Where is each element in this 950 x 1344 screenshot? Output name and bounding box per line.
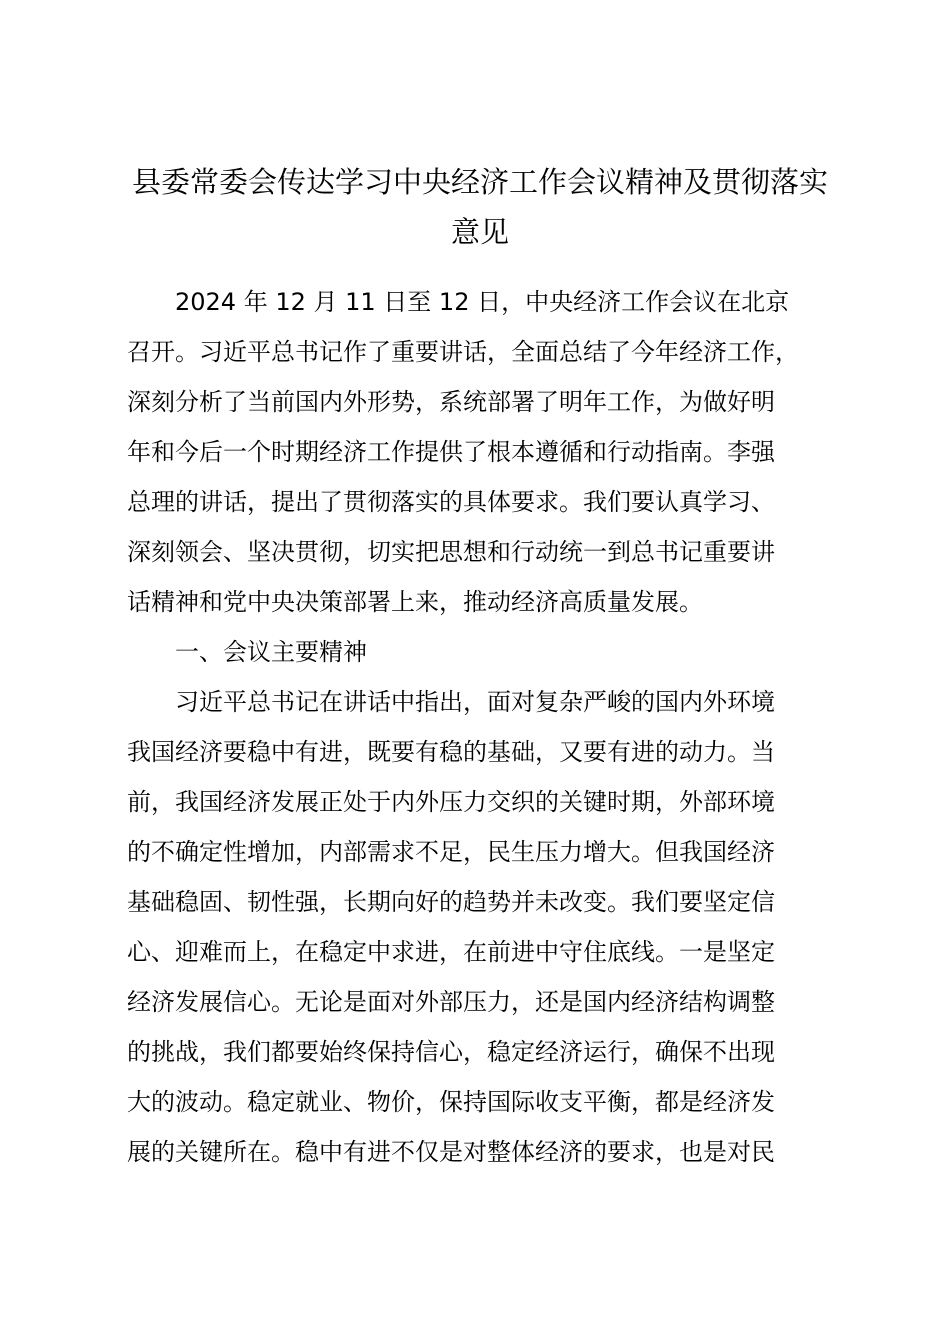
body-line: 展的关键所在。稳中有进不仅是对整体经济的要求，也是对民 bbox=[127, 1138, 775, 1166]
body-line: 深刻分析了当前国内外形势，系统部署了明年工作，为做好明 bbox=[127, 388, 775, 416]
body-line: 的挑战，我们都要始终保持信心，稳定经济运行，确保不出现 bbox=[127, 1038, 775, 1066]
section-heading: 一、会议主要精神 bbox=[175, 638, 367, 666]
document-title-line-2: 意见 bbox=[450, 215, 509, 249]
body-line: 我国经济要稳中有进，既要有稳的基础，又要有进的动力。当 bbox=[127, 738, 775, 766]
body-line: 基础稳固、韧性强，长期向好的趋势并未改变。我们要坚定信 bbox=[127, 888, 775, 916]
body-line: 2024 年 12 月 11 日至 12 日，中央经济工作会议在北京 bbox=[175, 288, 790, 316]
body-line: 心、迎难而上，在稳定中求进，在前进中守住底线。一是坚定 bbox=[127, 938, 775, 966]
body-line: 经济发展信心。无论是面对外部压力，还是国内经济结构调整 bbox=[127, 988, 775, 1016]
body-line: 召开。习近平总书记作了重要讲话，全面总结了今年经济工作， bbox=[127, 338, 799, 366]
body-line: 总理的讲话，提出了贯彻落实的具体要求。我们要认真学习、 bbox=[127, 488, 775, 516]
body-line: 前，我国经济发展正处于内外压力交织的关键时期，外部环境 bbox=[127, 788, 775, 816]
body-line: 话精神和党中央决策部署上来，推动经济高质量发展。 bbox=[127, 588, 703, 616]
document-title-line-1: 县委常委会传达学习中央经济工作会议精神及贯彻落实 bbox=[131, 165, 828, 199]
body-line: 深刻领会、坚决贯彻，切实把思想和行动统一到总书记重要讲 bbox=[127, 538, 775, 566]
document-body bbox=[127, 277, 847, 1177]
body-line: 的不确定性增加，内部需求不足，民生压力增大。但我国经济 bbox=[127, 838, 775, 866]
body-line: 年和今后一个时期经济工作提供了根本遵循和行动指南。李强 bbox=[127, 438, 775, 466]
body-line: 大的波动。稳定就业、物价，保持国际收支平衡，都是经济发 bbox=[127, 1088, 775, 1116]
body-line: 习近平总书记在讲话中指出，面对复杂严峻的国内外环境 bbox=[175, 688, 775, 716]
